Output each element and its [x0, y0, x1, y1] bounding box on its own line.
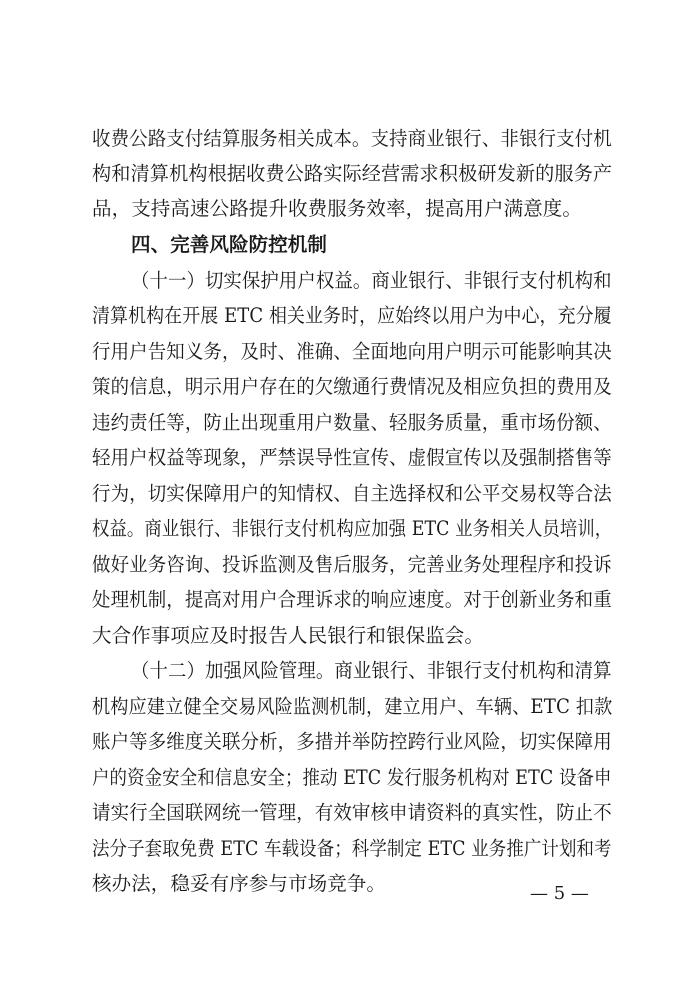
- body-line: 策的信息，明示用户存在的欠缴通行费情况及相应负担的费用及: [92, 375, 612, 398]
- body-line: 行为，切实保障用户的知情权、自主选择权和公平交易权等合法: [92, 482, 612, 505]
- body-line: 收费公路支付结算服务相关成本。支持商业银行、非银行支付机: [92, 127, 612, 150]
- article-11-first-rest: 商业银行、非银行支付机构和: [371, 269, 612, 292]
- body-line: 构和清算机构根据收费公路实际经营需求积极研发新的服务产: [92, 162, 613, 185]
- body-line: 户的资金安全和信息安全；推动 ETC 发行服务机构对 ETC 设备申: [92, 766, 612, 789]
- body-line: 品，支持高速公路提升收费服务效率，提高用户满意度。: [92, 197, 583, 220]
- body-line: 核办法，稳妥有序参与市场竞争。: [92, 872, 387, 895]
- body-line: 大合作事项应及时报告人民银行和银保监会。: [92, 624, 485, 647]
- body-line: 法分子套取免费 ETC 车载设备；科学制定 ETC 业务推广计划和考: [92, 837, 612, 860]
- body-line: 轻用户权益等现象，严禁误导性宣传、虚假宣传以及强制搭售等: [92, 446, 612, 469]
- article-12-first-rest: 商业银行、非银行支付机构和清算: [334, 659, 612, 682]
- body-line: 清算机构在开展 ETC 相关业务时，应始终以用户为中心，充分履: [92, 304, 612, 327]
- body-line: 机构应建立健全交易风险监测机制，建立用户、车辆、ETC 扣款: [92, 695, 613, 718]
- body-line: 账户等多维度关联分析，多措并举防控跨行业风险，切实保障用: [92, 730, 612, 753]
- body-line: 权益。商业银行、非银行支付机构应加强 ETC 业务相关人员培训，: [92, 517, 613, 540]
- section-heading: 四、完善风险防控机制: [131, 233, 328, 256]
- body-line: 行用户告知义务，及时、准确、全面地向用户明示可能影响其决: [92, 340, 612, 363]
- article-11-first-line: [131, 268, 612, 294]
- body-line: 处理机制，提高对用户合理诉求的响应速度。对于创新业务和重: [92, 588, 612, 611]
- body-line: 做好业务咨询、投诉监测及售后服务，完善业务处理程序和投诉: [92, 553, 612, 576]
- article-12-first-line: [131, 658, 612, 684]
- article-11-lead: （十一）切实保护用户权益。: [131, 269, 372, 292]
- article-12-lead: （十二）加强风险管理。: [131, 659, 335, 682]
- body-line: 违约责任等，防止出现重用户数量、轻服务质量，重市场份额、: [92, 411, 612, 434]
- body-line: 请实行全国联网统一管理，有效审核申请资料的真实性，防止不: [92, 801, 612, 824]
- page-number: — 5 —: [530, 883, 589, 904]
